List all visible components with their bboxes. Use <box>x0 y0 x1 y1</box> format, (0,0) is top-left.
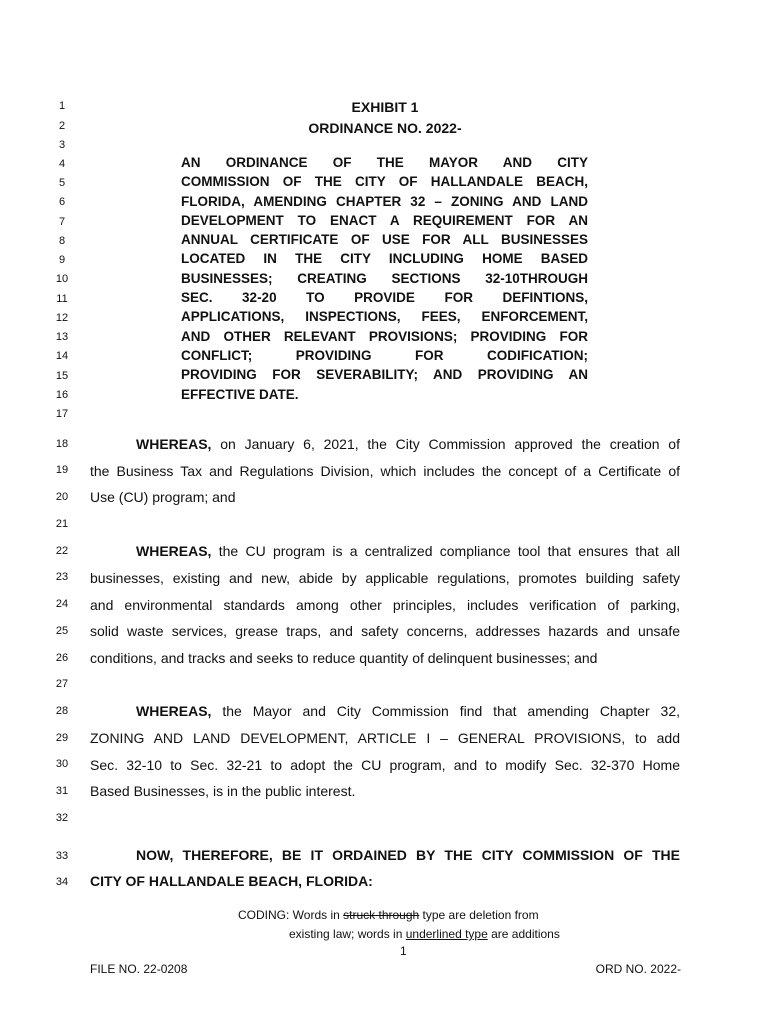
line-number: 32 <box>55 812 69 824</box>
caption-line: DEVELOPMENT TO ENACT A REQUIREMENT FOR AN <box>181 213 588 228</box>
coding-text: type are deletion from <box>419 908 539 922</box>
caption-line: AN ORDINANCE OF THE MAYOR AND CITY <box>181 155 588 170</box>
line-number: 18 <box>55 438 69 450</box>
ordained-line: CITY OF HALLANDALE BEACH, FLORIDA: <box>90 873 373 889</box>
caption-line: EFFECTIVE DATE. <box>181 387 299 402</box>
ordained-line: NOW, THEREFORE, BE IT ORDAINED BY THE CITY COMMISSION OF THE <box>136 847 680 863</box>
ord-number: ORD NO. 2022- <box>595 962 681 976</box>
whereas-lead: WHEREAS, <box>136 543 212 559</box>
line-number: 2 <box>58 120 66 132</box>
line-number: 15 <box>55 370 69 382</box>
line-number: 5 <box>58 177 66 189</box>
file-number: FILE NO. 22-0208 <box>90 962 188 976</box>
line-number: 20 <box>55 491 69 503</box>
caption-line: SEC. 32-20 TO PROVIDE FOR DEFINTIONS, <box>181 290 588 305</box>
line-number: 6 <box>58 196 66 208</box>
line-number: 9 <box>58 254 66 266</box>
line-number: 31 <box>55 785 69 797</box>
coding-text: are additions <box>487 927 560 941</box>
caption-line: APPLICATIONS, INSPECTIONS, FEES, ENFORCEMENT, <box>181 309 588 324</box>
paragraph-line <box>90 703 680 719</box>
whereas-lead: WHEREAS, <box>136 436 212 452</box>
line-number: 22 <box>55 545 69 557</box>
paragraph-text: the Mayor and City Commission find that amending Chapter 32, <box>211 703 680 719</box>
paragraph-line: the Business Tax and Regulations Division, which includes the concept of a Certificate of <box>90 463 680 479</box>
coding-text: CODING: Words in <box>238 908 344 922</box>
line-number: 4 <box>58 158 66 170</box>
paragraph-line: ZONING AND LAND DEVELOPMENT, ARTICLE I – GENERAL PROVISIONS, to add <box>90 730 680 746</box>
coding-legend-line-2 <box>289 927 560 941</box>
paragraph-line <box>90 436 680 452</box>
caption-line: FLORIDA, AMENDING CHAPTER 32 – ZONING AND LAND <box>181 194 588 209</box>
paragraph-line: solid waste services, grease traps, and safety concerns, addresses hazards and unsafe <box>90 623 680 639</box>
whereas-lead: WHEREAS, <box>136 703 212 719</box>
struck-through-sample: struck through <box>343 908 420 922</box>
line-number: 7 <box>58 216 66 228</box>
line-number: 11 <box>56 293 68 305</box>
line-number: 10 <box>55 273 69 285</box>
underlined-sample: underlined type <box>405 927 488 941</box>
line-number: 33 <box>55 850 69 862</box>
line-number: 13 <box>55 331 69 343</box>
caption-line: COMMISSION OF THE CITY OF HALLANDALE BEACH, <box>181 174 588 189</box>
line-number: 25 <box>55 625 69 637</box>
caption-line: LOCATED IN THE CITY INCLUDING HOME BASED <box>181 251 588 266</box>
paragraph-line <box>90 543 680 559</box>
exhibit-title: EXHIBIT 1 <box>351 99 419 115</box>
page-number: 1 <box>400 944 407 958</box>
caption-line: CONFLICT; PROVIDING FOR CODIFICATION; <box>181 348 588 363</box>
line-number: 8 <box>58 235 66 247</box>
caption-line: PROVIDING FOR SEVERABILITY; AND PROVIDING AN <box>181 367 588 382</box>
line-number: 23 <box>55 571 69 583</box>
line-number: 12 <box>55 312 69 324</box>
caption-line: ANNUAL CERTIFICATE OF USE FOR ALL BUSINESSES <box>181 232 588 247</box>
caption-line: AND OTHER RELEVANT PROVISIONS; PROVIDING FOR <box>181 329 588 344</box>
paragraph-line: businesses, existing and new, abide by applicable regulations, promotes building safety <box>90 570 680 586</box>
paragraph-line: and environmental standards among other principles, includes verification of parking, <box>90 597 680 613</box>
line-number: 26 <box>55 652 69 664</box>
line-number: 1 <box>58 100 66 112</box>
line-number: 29 <box>55 732 69 744</box>
line-number: 16 <box>55 389 69 401</box>
line-number: 19 <box>55 464 69 476</box>
coding-legend-line-1 <box>238 908 539 922</box>
paragraph-line: conditions, and tracks and seeks to reduce quantity of delinquent businesses; and <box>90 650 598 666</box>
line-number: 34 <box>55 876 69 888</box>
line-number: 28 <box>55 705 69 717</box>
ordinance-number-title: ORDINANCE NO. 2022- <box>308 120 462 136</box>
paragraph-line: Sec. 32-10 to Sec. 32-21 to adopt the CU program, and to modify Sec. 32-370 Home <box>90 757 680 773</box>
line-number: 27 <box>55 678 69 690</box>
coding-text: existing law; words in <box>289 927 406 941</box>
paragraph-text: on January 6, 2021, the City Commission approved the creation of <box>211 436 680 452</box>
line-number: 3 <box>58 139 66 151</box>
paragraph-line: Based Businesses, is in the public interest. <box>90 783 356 799</box>
line-number: 24 <box>55 598 69 610</box>
line-number: 21 <box>55 518 69 530</box>
line-number: 30 <box>55 758 69 770</box>
line-number: 14 <box>55 350 69 362</box>
paragraph-line: Use (CU) program; and <box>90 489 236 505</box>
caption-line: BUSINESSES; CREATING SECTIONS 32-10THROUGH <box>181 271 588 286</box>
paragraph-text: the CU program is a centralized compliance tool that ensures that all <box>211 543 680 559</box>
line-number: 17 <box>55 408 69 420</box>
